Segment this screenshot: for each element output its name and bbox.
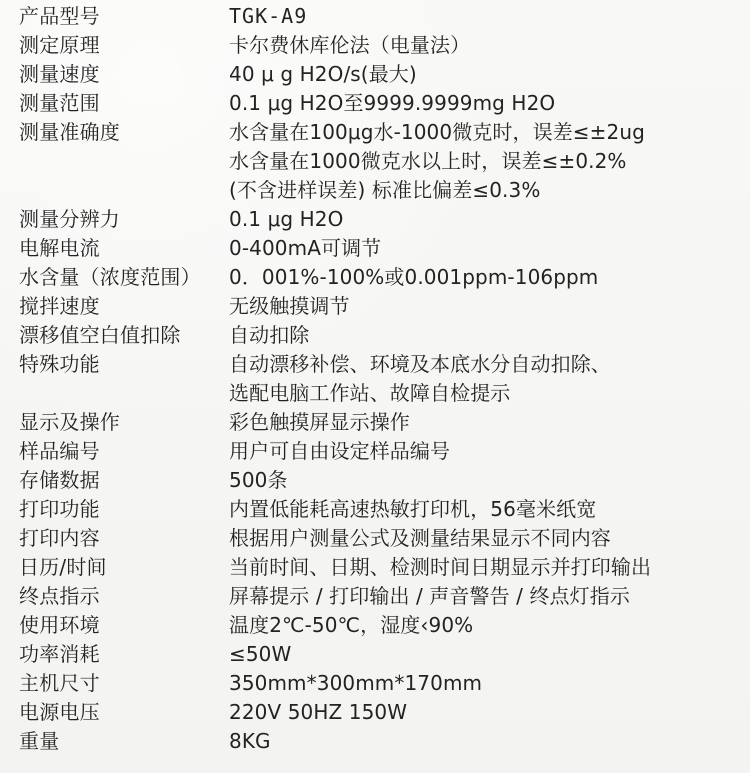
spec-value-line: 0.1 μg H2O [229,207,344,231]
spec-value-line: 0-400mA可调节 [229,236,382,260]
spec-value [229,263,750,292]
spec-value [229,350,750,408]
spec-label: 存储数据 [19,468,100,492]
spec-value-line: 8KG [229,729,271,753]
spec-label: 日历/时间 [19,555,107,579]
spec-row-speed [0,60,750,89]
spec-row-sample-id [0,437,750,466]
spec-row-stirring [0,292,750,321]
spec-label: 终点指示 [19,584,100,608]
spec-label: 测定原理 [19,33,100,57]
spec-label: 重量 [19,729,60,753]
spec-label: 产品型号 [19,4,100,28]
spec-value-line: 屏幕提示 / 打印输出 / 声音警告 / 终点灯指示 [229,584,630,608]
spec-value-line: 当前时间、日期、检测时间日期显示并打印输出 [229,555,652,579]
spec-value [229,495,750,524]
spec-label: 样品编号 [19,439,100,463]
spec-value-line: 220V 50HZ 150W [229,700,408,724]
spec-label: 漂移值空白值扣除 [19,323,181,347]
spec-row-environment [0,611,750,640]
spec-value-line: 彩色触摸屏显示操作 [229,410,410,434]
spec-value-line: 根据用户测量公式及测量结果显示不同内容 [229,526,611,550]
spec-label: 电解电流 [19,236,100,260]
spec-row-print-content [0,524,750,553]
spec-value [229,524,750,553]
spec-value [229,437,750,466]
spec-value-line: 无级触摸调节 [229,294,350,318]
spec-value-line: 自动漂移补偿、环境及本底水分自动扣除、 [229,352,611,376]
spec-value [229,408,750,437]
spec-value [229,553,750,582]
spec-value-line: (不含进样误差) 标准比偏差≤0.3% [229,178,541,202]
spec-value-line: 卡尔费休库伦法（电量法） [229,33,471,57]
spec-row-display [0,408,750,437]
spec-label: 测量准确度 [19,120,120,144]
spec-row-drift-blank [0,321,750,350]
spec-label: 功率消耗 [19,642,100,666]
spec-row-power-supply [0,698,750,727]
spec-value [229,2,750,31]
spec-label: 测量分辨力 [19,207,120,231]
spec-label: 显示及操作 [19,410,120,434]
spec-value-line: 用户可自由设定样品编号 [229,439,451,463]
spec-row-resolution [0,205,750,234]
spec-value [229,640,750,669]
spec-label: 打印内容 [19,526,100,550]
spec-value-line: 内置低能耗高速热敏打印机，56毫米纸宽 [229,497,597,521]
spec-label: 打印功能 [19,497,100,521]
spec-value-line: 选配电脑工作站、故障自检提示 [229,381,511,405]
spec-value [229,205,750,234]
spec-row-calendar-time [0,553,750,582]
spec-value [229,466,750,495]
spec-label: 电源电压 [19,700,100,724]
spec-value-line: TGK-A9 [229,4,308,28]
spec-value [229,611,750,640]
spec-row-current [0,234,750,263]
spec-label: 测量范围 [19,91,100,115]
spec-value [229,669,750,698]
spec-label: 水含量（浓度范围） [19,265,201,289]
spec-value-line: 40 μ g H2O/s(最大) [229,62,417,86]
spec-value-line: 0.1 μg H2O至9999.9999mg H2O [229,91,556,115]
spec-label: 搅拌速度 [19,294,100,318]
spec-label: 使用环境 [19,613,100,637]
spec-row-water-content [0,263,750,292]
spec-value-line: 水含量在1000微克水以上时，误差≤±0.2% [229,149,627,173]
spec-label: 特殊功能 [19,352,100,376]
spec-value-line: 350mm*300mm*170mm [229,671,483,695]
spec-value [229,321,750,350]
spec-table [0,2,750,756]
spec-value [229,582,750,611]
spec-label: 测量速度 [19,62,100,86]
spec-label: 主机尺寸 [19,671,100,695]
spec-value-line: 0．001%-100%或0.001ppm-106ppm [229,265,599,289]
spec-value [229,89,750,118]
spec-row-model [0,2,750,31]
spec-value-line: 自动扣除 [229,323,310,347]
spec-row-print-function [0,495,750,524]
spec-row-endpoint [0,582,750,611]
spec-row-storage [0,466,750,495]
spec-value [229,118,750,205]
spec-value-line: 温度2℃-50℃，湿度‹90% [229,613,474,637]
spec-row-weight [0,727,750,756]
spec-value [229,31,750,60]
spec-value-line: ≤50W [229,642,292,666]
spec-row-accuracy [0,118,750,205]
spec-value [229,292,750,321]
spec-row-principle [0,31,750,60]
spec-row-range [0,89,750,118]
spec-value [229,727,750,756]
spec-value [229,234,750,263]
spec-value [229,698,750,727]
spec-value-line: 500条 [229,468,288,492]
spec-row-special-functions [0,350,750,408]
spec-row-dimensions [0,669,750,698]
spec-value [229,60,750,89]
spec-row-power-consumption [0,640,750,669]
spec-value-line: 水含量在100μg水-1000微克时，误差≤±2ug [229,120,645,144]
